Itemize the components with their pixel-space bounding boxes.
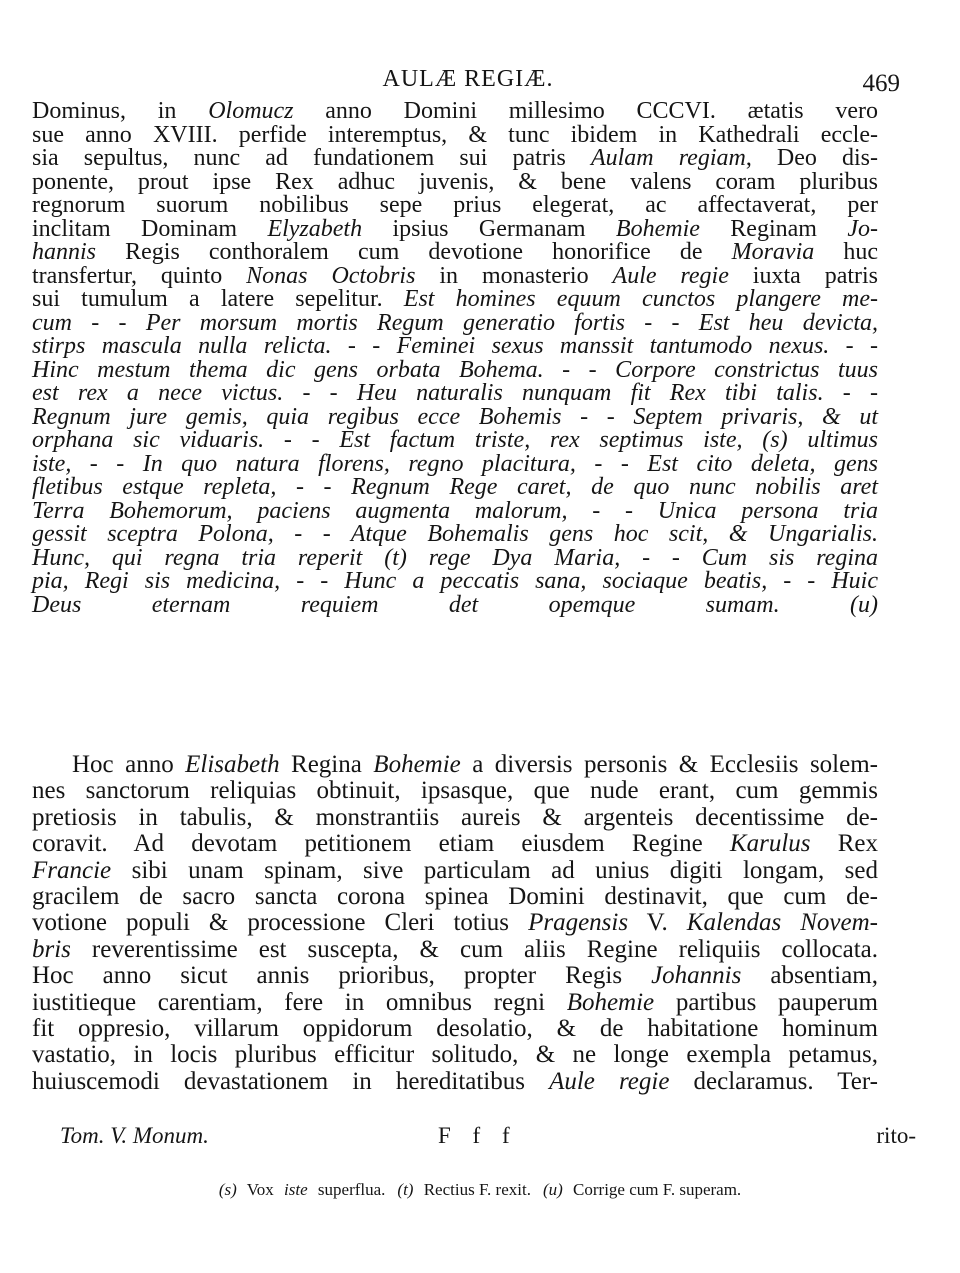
text-run: pia, Regi sis medicina, - - Hunc a peccatis sana, sociaque beatis, - - Huic [32,568,878,594]
text-run: Elisabeth [185,751,280,778]
text-run: absentiam, [741,962,878,990]
text-line [32,288,878,312]
text-line [32,335,878,359]
text-run: Aulam regiam [590,145,746,171]
text-line [32,100,878,124]
text-run: Rex [810,830,878,858]
text-run: Hinc mestum thema dic gens orbata Bohema. - - Corpore constrictus tuus [32,356,878,383]
text-run: Pragensis [528,909,629,937]
footnote [216,1180,389,1199]
text-run: transfertur, quinto [32,262,247,289]
text-run: Regis conthoralem cum devotione honorifice de [96,239,732,265]
text-run: in monasterio [415,262,613,289]
signature-line [60,1123,916,1149]
text-run: votione populi & processione Cleri totius [32,909,529,937]
text-run: Aule regie [612,262,729,289]
text-run: Hoc anno [72,751,186,778]
text-run: partibus pauperum [654,988,878,1016]
footnote-text: Rectius F. rexit. [419,1180,531,1199]
text-run: Johannis [651,962,742,990]
text-line [32,356,878,383]
text-line [32,831,878,857]
text-line [32,476,878,500]
footnote-mark: (u) [542,1180,563,1199]
text-run: gessit sceptra Polona, - - Atque Bohemalis gens hoc scit, & Ungarialis. [32,521,878,547]
text-run: gracilem de sacro sancta corona spinea Domini destinavit, que cum de- [32,882,878,910]
text-run: Regnum jure gemis, quia regibus ecce Bohemis - - Septem privaris, & ut [32,403,878,430]
text-line [32,570,878,594]
text-run: Moravia [731,239,815,265]
text-run: Deus eternam requiem det opemque sumam. (u) [32,591,878,618]
text-run: orphana sic viduaris. - - Est factum triste, rex septimus iste, (s) ultimus [32,427,878,453]
text-run: regnorum suorum nobilibus sepe prius elegerat, ac affectaverat, per [32,192,878,218]
text-run: Bohemie [615,215,700,242]
chronicle-paragraph-epitaph [32,100,878,617]
text-line [32,429,878,453]
text-run: Nonas Octobris [246,262,416,289]
text-line [32,194,878,218]
text-line [32,805,878,831]
text-line [32,309,878,336]
catchword: rito- [876,1123,916,1148]
text-run: Bohemie [566,988,655,1016]
footnote-text: Corrige cum F. superam. [568,1180,742,1199]
text-run: fit oppresio, villarum oppidorum desolatio, & de habitatione hominum [32,1014,878,1042]
text-line [32,1016,878,1042]
text-run: stirps mascula nulla relicta. - - Feminei sexus manssit tantumodo nexus. - - [32,333,878,359]
text-line [32,121,878,148]
text-run: , Deo dis- [745,145,879,171]
text-line [32,450,878,477]
text-line [32,884,878,910]
text-run: sui tumulum a latere sepelitur. [32,286,404,312]
text-run: huiuscemodi devastationem in hereditatibus [32,1067,550,1095]
text-run: Jo- [847,215,878,242]
text-run: a diversis personis & Ecclesiis solem- [460,751,878,778]
text-line [32,990,878,1016]
text-run: Olomucz [208,98,294,124]
text-run: cum - - Per morsum mortis Regum generatio fortis - - Est heu devicta, [32,309,878,336]
text-run: declaramus. Ter- [669,1067,878,1095]
text-run: fletibus estque repleta, - - Regnum Rege caret, de quo nunc nobilis aret [32,474,878,500]
text-line [32,168,878,195]
text-run: anno Domini millesimo CCCVI. ætatis vero [293,98,878,124]
text-line [32,262,879,289]
text-run: pretiosis in tabulis, & monstrantiis aureis & argenteis decentissime de- [32,803,878,831]
footnotes [0,1180,960,1200]
text-run: Hunc, qui regna tria reperit (t) rege Dya Maria, - - Cum sis regina [32,544,878,571]
text-run: Karulus [729,830,811,858]
text-run: coravit. Ad devotam petitionem etiam eiusdem Regine [32,830,730,858]
text-run: Terra Bohemorum, paciens augmenta malorum, - - Unica persona tria [32,497,878,524]
text-line [32,752,878,778]
signature-volume: Tom. V. Monum. [60,1123,209,1148]
page-number: 469 [862,70,900,97]
text-run: iste, - - In quo natura florens, regno placitura, - - Est cito deleta, gens [32,450,878,477]
text-run: Est homines equum cunctos plangere me- [403,286,879,312]
text-run: bris [32,935,71,963]
text-line [32,497,878,524]
signature-mark: F f f [438,1123,518,1148]
text-run: iustitieque carentiam, fere in omnibus regni [32,988,567,1016]
text-run: Bohemie [373,751,461,778]
text-line [32,1042,878,1068]
text-run: Kalendas Novem- [686,909,878,937]
footnote-text: superflua. [313,1180,386,1199]
footnote [540,1180,744,1199]
text-line [32,963,878,989]
text-run: ponente, prout ipse Rex adhuc juvenis, & bene valens coram pluribus [32,168,878,195]
footnote-mark: (s) [218,1180,237,1199]
text-run: Dominus, in [32,98,209,124]
footnote-text: Vox [242,1180,279,1199]
text-run: sia sepultus, nunc ad fundationem sui patris [32,145,591,171]
text-run: huc [814,239,879,265]
text-line [32,241,878,265]
text-run: Aule regie [549,1067,670,1095]
text-run: sue anno XVIII. perfide interemptus, & tunc ibidem in Kathedrali eccle- [32,121,878,148]
running-head [36,66,900,98]
text-run: vastatio, in locis pluribus efficitur solitudo, & ne longe exempla petamus, [32,1041,878,1069]
text-run: Regina [279,751,374,778]
text-run: est rex a nece victus. - - Heu naturalis nunquam fit Rex tibi talis. - - [32,380,878,406]
text-run: inclitam Dominam [32,215,268,242]
text-line [32,937,878,963]
text-line [32,858,878,884]
text-run: Francie [32,856,112,884]
text-line [32,215,878,242]
text-line [32,591,878,618]
text-run: Reginam [699,215,848,242]
text-run: nes sanctorum reliquias obtinuit, ipsasque, que nude erant, cum gemmis [32,777,878,805]
text-run: reverentissime est suscepta, & cum aliis Regine reliquiis collocata. [70,935,878,963]
text-run: V. [628,909,687,937]
text-run: ipsius Germanam [362,215,616,242]
text-run: iuxta patris [728,262,879,289]
footnote [394,1180,534,1199]
text-run: hannis [32,239,97,265]
chronicle-paragraph-relics [32,752,878,1095]
footnote-mark: (t) [397,1180,414,1199]
text-line [32,910,878,936]
text-line [32,778,878,804]
text-line [32,382,878,406]
text-line [32,1069,878,1095]
text-line [32,147,878,171]
text-line [32,544,878,571]
text-run: Elyzabeth [267,215,363,242]
text-line [32,403,878,430]
text-line [32,523,878,547]
footnote-italic: iste [284,1180,308,1199]
text-run: Hoc anno sicut annis prioribus, propter Regis [32,962,652,990]
running-head-title: AULÆ REGIÆ. [382,66,554,92]
text-run: sibi unam spinam, sive particulam ad unius digiti longam, sed [111,856,878,884]
